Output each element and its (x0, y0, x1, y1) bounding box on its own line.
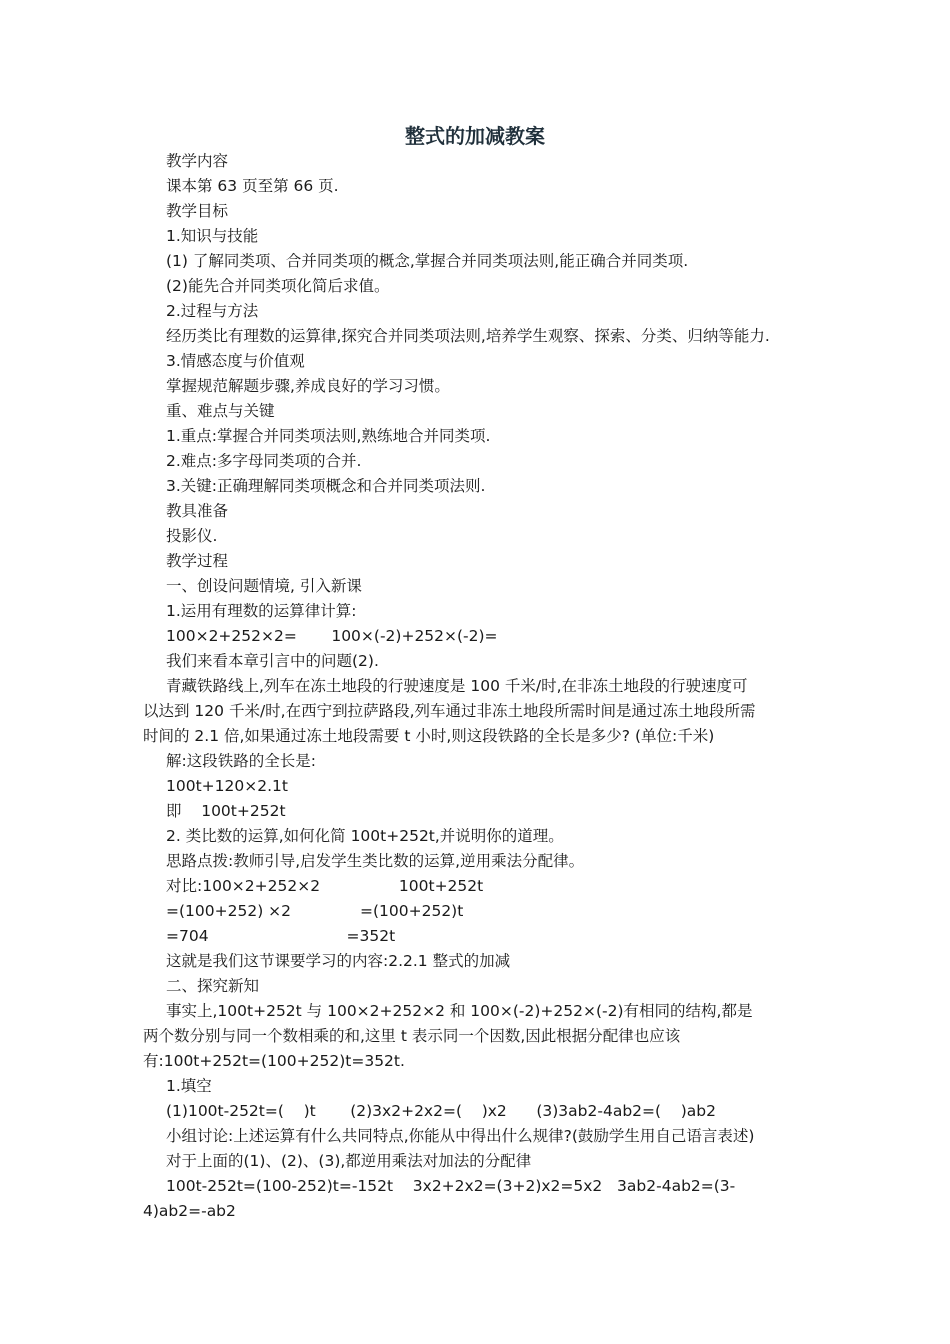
text-line: 2.过程与方法 (166, 302, 259, 320)
text-line: =(100+252) ×2 =(100+252)t (166, 902, 464, 920)
text-line: 1.重点:掌握合并同类项法则,熟练地合并同类项. (166, 427, 491, 445)
text-line: 掌握规范解题步骤,养成良好的学习习惯。 (166, 377, 450, 395)
text-line: 重、难点与关键 (166, 402, 275, 420)
text-line: 以达到 120 千米/时,在西宁到拉萨路段,列车通过非冻土地段所需时间是通过冻土地段所需 (143, 702, 756, 720)
text-line: 1.知识与技能 (166, 227, 259, 245)
document-title: 整式的加减教案 (405, 124, 545, 148)
text-line: 4)ab2=-ab2 (143, 1202, 236, 1220)
text-line: 思路点拨:教师引导,启发学生类比数的运算,逆用乘法分配律。 (166, 852, 585, 870)
text-line: 有:100t+252t=(100+252)t=352t. (143, 1052, 405, 1070)
text-line: 两个数分别与同一个数相乘的和,这里 t 表示同一个因数,因此根据分配律也应该 (143, 1027, 681, 1045)
text-line: (1) 了解同类项、合并同类项的概念,掌握合并同类项法则,能正确合并同类项. (166, 252, 689, 270)
text-line: 100t+120×2.1t (166, 777, 288, 795)
text-line: (1)100t-252t=( )t (2)3x2+2x2=( )x2 (3)3ab2-4ab2=( )ab2 (166, 1102, 717, 1120)
text-line: 2.难点:多字母同类项的合并. (166, 452, 362, 470)
text-line: 100t-252t=(100-252)t=-152t 3x2+2x2=(3+2)x2=5x2 3ab2-4ab2=(3- (166, 1177, 736, 1195)
text-line: 教具准备 (166, 502, 229, 520)
text-line: 3.关键:正确理解同类项概念和合并同类项法则. (166, 477, 486, 495)
text-line: 1.运用有理数的运算律计算: (166, 602, 357, 620)
text-line: 青藏铁路线上,列车在冻土地段的行驶速度是 100 千米/时,在非冻土地段的行驶速度可 (166, 677, 748, 695)
text-line: 时间的 2.1 倍,如果通过冻土地段需要 t 小时,则这段铁路的全长是多少? (单位:千米) (143, 727, 715, 745)
text-line: 对于上面的(1)、(2)、(3),都逆用乘法对加法的分配律 (166, 1152, 532, 1170)
text-line: 经历类比有理数的运算律,探究合并同类项法则,培养学生观察、探索、分类、归纳等能力. (166, 327, 770, 345)
text-line: 解:这段铁路的全长是: (166, 752, 316, 770)
text-line: 教学目标 (166, 202, 229, 220)
text-line: 我们来看本章引言中的问题(2). (166, 652, 379, 670)
text-line: 投影仪. (166, 527, 218, 545)
text-line: 小组讨论:上述运算有什么共同特点,你能从中得出什么规律?(鼓励学生用自己语言表述) (166, 1127, 755, 1145)
text-line: 二、探究新知 (166, 977, 260, 995)
text-line: 即 100t+252t (166, 802, 286, 820)
text-line: 2. 类比数的运算,如何化简 100t+252t,并说明你的道理。 (166, 827, 564, 845)
text-line: =704 =352t (166, 927, 396, 945)
text-line: 100×2+252×2= 100×(-2)+252×(-2)= (166, 627, 498, 645)
text-line: 事实上,100t+252t 与 100×2+252×2 和 100×(-2)+252×(-2)有相同的结构,都是 (166, 1002, 753, 1020)
text-line: 对比:100×2+252×2 100t+252t (166, 877, 484, 895)
text-line: (2)能先合并同类项化简后求值。 (166, 277, 390, 295)
text-line: 1.填空 (166, 1077, 212, 1095)
text-line: 3.情感态度与价值观 (166, 352, 305, 370)
text-line: 教学过程 (166, 552, 229, 570)
text-line: 一、创设问题情境, 引入新课 (166, 577, 362, 595)
text-line: 这就是我们这节课要学习的内容:2.2.1 整式的加减 (166, 952, 511, 970)
text-line: 课本第 63 页至第 66 页. (166, 177, 339, 195)
text-line: 教学内容 (166, 152, 229, 170)
